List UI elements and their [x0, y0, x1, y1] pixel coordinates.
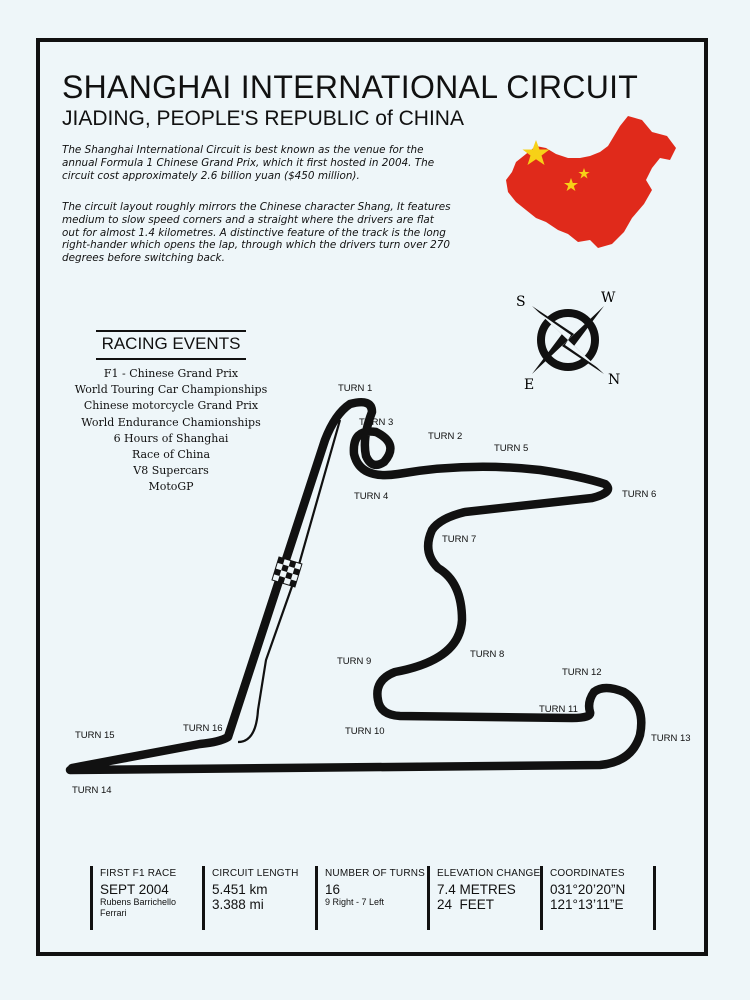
- list-item: MotoGP: [148, 480, 194, 494]
- stat-value: 16: [325, 882, 341, 897]
- stat-team: Ferrari: [100, 908, 127, 918]
- stat-driver: Rubens Barrichello: [100, 897, 177, 907]
- stat-value-lat: 031°20’20”N: [550, 882, 626, 897]
- turn-label-16: TURN 16: [183, 723, 223, 734]
- racing-events-list: [60, 330, 282, 496]
- stats-end-divider: [653, 866, 656, 930]
- stat-label: COORDINATES: [550, 868, 625, 879]
- stat-label: NUMBER OF TURNS: [325, 868, 426, 879]
- turn-label-4: TURN 4: [354, 491, 389, 502]
- turn-label-13: TURN 13: [651, 733, 691, 744]
- turn-label-10: TURN 10: [345, 726, 385, 737]
- turn-label-6: TURN 6: [622, 489, 657, 500]
- stat-value-metres: 7.4 METRES: [437, 882, 516, 897]
- stat-label: FIRST F1 RACE: [100, 868, 177, 879]
- turn-label-11: TURN 11: [539, 704, 578, 715]
- list-item: Chinese motorcycle Grand Prix: [83, 399, 259, 413]
- description-paragraph-2: The circuit layout roughly mirrors the Chinese character Shang, It features medium to slow speed corners and a straight where the drivers are flat out for almost 1.4 kilometres. A distinctive feature of the track is the long right-hander which opens the lap, through which the drivers turn over 270 degrees before switching back.: [62, 201, 451, 265]
- page-subtitle: JIADING, PEOPLE'S REPUBLIC of CHINA: [62, 107, 464, 130]
- list-item: F1 - Chinese Grand Prix: [103, 367, 239, 380]
- circuit-stats-bar: [90, 866, 656, 930]
- turn-label-3: TURN 3: [359, 417, 394, 428]
- stat-label: CIRCUIT LENGTH: [212, 868, 299, 879]
- stat-value-lon: 121°13’11”E: [550, 897, 624, 912]
- stat-value: SEPT 2004: [100, 882, 169, 897]
- stat-value-km: 5.451 km: [212, 882, 268, 897]
- compass-letter-s: S: [516, 294, 526, 310]
- stat-detail: 9 Right - 7 Left: [325, 897, 385, 907]
- stat-first-race: [90, 866, 202, 930]
- turn-label-14: TURN 14: [72, 785, 112, 796]
- stat-circuit-length: [202, 866, 315, 930]
- list-item: Race of China: [131, 448, 211, 462]
- stat-value-mi: 3.388 mi: [212, 897, 264, 912]
- stat-number-of-turns: [315, 866, 427, 930]
- turn-label-12: TURN 12: [562, 667, 602, 678]
- stat-elevation-change: [427, 866, 540, 930]
- compass-letter-w: W: [601, 290, 616, 306]
- list-item: 6 Hours of Shanghai: [113, 431, 229, 445]
- compass-letter-n: N: [608, 372, 621, 388]
- turn-label-15: TURN 15: [75, 730, 115, 741]
- list-item: World Endurance Chamionships: [81, 415, 261, 429]
- racing-events-heading: RACING EVENTS: [96, 330, 247, 360]
- page-title: SHANGHAI INTERNATIONAL CIRCUIT: [62, 69, 639, 105]
- turn-label-1: TURN 1: [338, 383, 373, 394]
- list-item: World Touring Car Championships: [74, 383, 268, 397]
- turn-label-9: TURN 9: [337, 656, 372, 667]
- list-item: V8 Supercars: [133, 464, 209, 478]
- stat-value-feet: 24 FEET: [437, 897, 495, 912]
- turn-label-2: TURN 2: [428, 431, 463, 442]
- turn-label-8: TURN 8: [470, 649, 505, 660]
- china-map-shape: [506, 116, 676, 248]
- turn-label-7: TURN 7: [442, 534, 477, 545]
- china-map-icon: [502, 114, 678, 254]
- compass-letter-e: E: [524, 377, 535, 393]
- turn-label-5: TURN 5: [494, 443, 529, 454]
- stat-label: ELEVATION CHANGE: [437, 868, 541, 879]
- compass-rose-icon: [508, 285, 628, 395]
- stat-coordinates: [540, 866, 653, 930]
- description-paragraph-1: The Shanghai International Circuit is best known as the venue for the annual Formula 1 Chinese Grand Prix, which it first hosted in 2004. The circuit cost approximately 2.6 billion yuan ($450 million).: [62, 144, 435, 182]
